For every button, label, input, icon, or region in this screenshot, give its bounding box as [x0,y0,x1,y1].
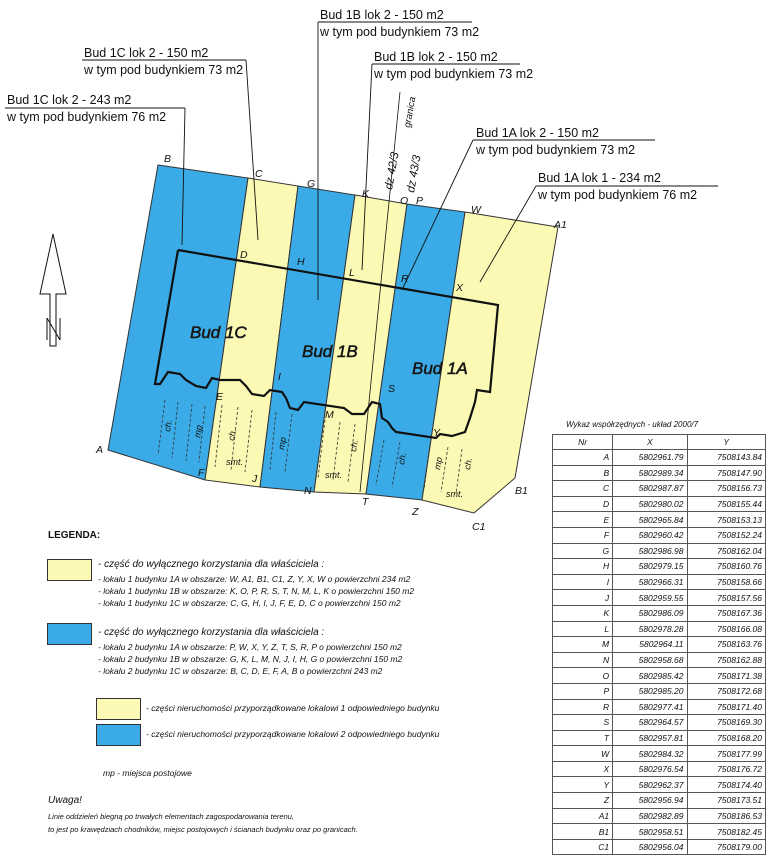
y-coordinate-cell: 7508162.88 [687,652,765,668]
y-coordinate-cell: 7508174.40 [687,777,765,793]
callout-1b-a-l2: w tym pod budynkiem 73 m2 [320,25,480,39]
point-name-cell: X [553,761,613,777]
x-coordinate-cell: 5802977.41 [613,699,687,715]
point-name-cell: H [553,559,613,575]
x-coordinate-cell: 5802978.28 [613,621,687,637]
boundary-label: granica [402,95,419,129]
point-N: N [304,485,312,497]
x-coordinate-cell: 5802958.51 [613,824,687,840]
parcel-strips [108,165,558,513]
y-coordinate-cell: 7508158.66 [687,574,765,590]
point-A1: A1 [554,219,567,231]
point-name-cell: M [553,637,613,653]
parking-mark: mp [276,436,289,451]
y-coordinate-cell: 7508177.99 [687,746,765,762]
point-M: M [325,409,334,421]
point-name-cell: N [553,652,613,668]
legend-title: LEGENDA: [48,530,101,541]
north-arrow-icon [40,234,66,346]
callout-1b-b-l2: w tym pod budynkiem 73 m2 [374,67,534,81]
table-row [553,777,766,793]
table-row [553,496,766,512]
y-coordinate-cell: 7508157.56 [687,590,765,606]
point-C1: C1 [472,521,486,533]
point-P: P [416,195,424,207]
parcel-label-43-3: dz 43/3 [405,154,424,194]
chimney-mark: ch. [226,427,239,442]
legend-part-yellow: - części nieruchomości przyporządkowane lokalowi 1 odpowiedniego budynku [146,703,440,713]
x-coordinate-cell: 5802961.79 [613,450,687,466]
table-row [553,824,766,840]
legend-yellow-head: - część do wyłącznego korzystania dla właściciela : [98,559,325,570]
x-coordinate-cell: 5802962.37 [613,777,687,793]
callout-1c-a-l2: w tym pod budynkiem 73 m2 [84,63,244,77]
table-row [553,543,766,559]
legend-blue-line-3: - lokalu 2 budynku 1C w obszarze: B, C, D, E, F, A, B o powierzchni 243 m2 [98,666,383,676]
point-F: F [198,467,205,479]
point-G: G [307,178,316,190]
x-coordinate-cell: 5802964.11 [613,637,687,653]
point-name-cell: K [553,605,613,621]
point-name-cell: O [553,668,613,684]
point-K: K [362,188,370,200]
table-row [553,793,766,809]
point-A: A [96,444,104,456]
table-row [553,839,766,855]
point-S: S [388,383,396,395]
callout-1a-a-l2: w tym pod budynkiem 73 m2 [476,143,636,157]
parking-mark: mp [192,424,205,439]
callout-1b-b-l1: Bud 1B lok 2 - 150 m2 [374,50,498,64]
point-D: D [240,249,248,261]
chimney-mark: ch. [462,456,475,471]
y-coordinate-cell: 7508155.44 [687,496,765,512]
note-title: Uwaga! [48,795,82,806]
table-header-row [553,435,766,450]
point-name-cell: W [553,746,613,762]
x-coordinate-cell: 5802979.15 [613,559,687,575]
x-coordinate-cell: 5802960.42 [613,527,687,543]
legend-blue-line-1: - lokalu 2 budynku 1A w obszarze: P, W, X, Y, Z, T, S, R, P o powierzchni 150 m2 [98,642,402,652]
x-coordinate-cell: 5802987.87 [613,481,687,497]
x-coordinate-cell: 5802957.81 [613,730,687,746]
point-B1: B1 [515,485,528,497]
x-coordinate-cell: 5802956.04 [613,839,687,855]
table-row [553,808,766,824]
point-R: R [401,273,409,285]
table-row [553,481,766,497]
callout-1c-b-l2: w tym pod budynkiem 76 m2 [7,110,167,124]
parcel-label-42-3: dz 42/3 [383,151,402,191]
table-row [553,683,766,699]
y-coordinate-cell: 7508153.13 [687,512,765,528]
x-coordinate-cell: 5802986.98 [613,543,687,559]
coordinate-rows [553,450,766,855]
point-name-cell: I [553,574,613,590]
point-name-cell: E [553,512,613,528]
table-row [553,450,766,466]
x-coordinate-cell: 5802985.20 [613,683,687,699]
chimney-mark: ch. [348,438,361,453]
table-row [553,605,766,621]
callout-1c-b-l1: Bud 1C lok 2 - 243 m2 [7,93,132,107]
x-coordinate-cell: 5802985.42 [613,668,687,684]
point-name-cell: S [553,715,613,731]
table-row [553,621,766,637]
waste-mark: smt. [226,457,243,467]
col-nr: Nr [553,435,613,450]
point-H: H [297,256,305,268]
y-coordinate-cell: 7508143.84 [687,450,765,466]
y-coordinate-cell: 7508171.40 [687,699,765,715]
point-L: L [349,267,355,279]
waste-mark: smt. [325,470,342,480]
point-B: B [164,153,172,165]
y-coordinate-cell: 7508156.73 [687,481,765,497]
y-coordinate-cell: 7508182.45 [687,824,765,840]
point-name-cell: F [553,527,613,543]
table-row [553,574,766,590]
building-label-1a: Bud 1A [412,359,468,378]
callout-1b-a-l1: Bud 1B lok 2 - 150 m2 [320,8,444,22]
table-row [553,699,766,715]
table-row [553,590,766,606]
point-O: O [400,195,409,207]
point-name-cell: J [553,590,613,606]
point-Z: Z [412,506,419,518]
legend-blue-head: - część do wyłącznego korzystania dla właściciela : [98,627,325,638]
table-row [553,527,766,543]
callout-1c-a-l1: Bud 1C lok 2 - 150 m2 [84,46,209,60]
point-name-cell: B [553,465,613,481]
x-coordinate-cell: 5802984.32 [613,746,687,762]
x-coordinate-cell: 5802959.55 [613,590,687,606]
point-T: T [362,496,369,508]
point-name-cell: A1 [553,808,613,824]
y-coordinate-cell: 7508160.76 [687,559,765,575]
point-I: I [278,371,281,383]
table-row [553,512,766,528]
legend-blue-line-2: - lokalu 2 budynku 1B w obszarze: G, K, L, M, N, J, I, H, G o powierzchni 150 m2 [98,654,403,664]
chimney-mark: ch. [162,418,175,433]
y-coordinate-cell: 7508171.38 [687,668,765,684]
y-coordinate-cell: 7508166.08 [687,621,765,637]
point-Y: Y [433,427,441,439]
y-coordinate-cell: 7508163.76 [687,637,765,653]
callout-1a-b-l2: w tym pod budynkiem 76 m2 [538,188,698,202]
table-row [553,715,766,731]
point-name-cell: C [553,481,613,497]
x-coordinate-cell: 5802989.34 [613,465,687,481]
point-name-cell: P [553,683,613,699]
building-label-1b: Bud 1B [302,342,358,361]
waste-mark: smt. [446,489,463,499]
point-C: C [255,168,263,180]
point-name-cell: Y [553,777,613,793]
y-coordinate-cell: 7508169.30 [687,715,765,731]
x-coordinate-cell: 5802956.94 [613,793,687,809]
table-row [553,559,766,575]
x-coordinate-cell: 5802958.68 [613,652,687,668]
table-row [553,637,766,653]
point-name-cell: A [553,450,613,466]
point-W: W [471,204,481,216]
legend-part-blue: - części nieruchomości przyporządkowane lokalowi 2 odpowiedniego budynku [146,729,440,739]
y-coordinate-cell: 7508152.24 [687,527,765,543]
x-coordinate-cell: 5802986.09 [613,605,687,621]
point-name-cell: G [553,543,613,559]
chimney-mark: ch. [396,451,409,466]
coordinate-title: Wykaz współrzędnych - układ 2000/7 [566,420,699,429]
point-name-cell: B1 [553,824,613,840]
y-coordinate-cell: 7508162.04 [687,543,765,559]
legend-yellow-line-1: - lokalu 1 budynku 1A w obszarze: W, A1, B1, C1, Z, Y, X, W o powierzchni 234 m2 [98,574,411,584]
x-coordinate-cell: 5802964.57 [613,715,687,731]
point-name-cell: L [553,621,613,637]
x-coordinate-cell: 5802982.89 [613,808,687,824]
table-row [553,465,766,481]
y-coordinate-cell: 7508172.68 [687,683,765,699]
point-name-cell: C1 [553,839,613,855]
legend-mp: mp - miejsca postojowe [103,768,192,778]
note-line-1: Linie oddzieleń biegną po trwałych elementach zagospodarowania terenu, [48,812,294,821]
table-row [553,746,766,762]
note-line-2: to jest po krawędziach chodników, miejsc postojowych i ścianach budynku oraz po granicach. [48,825,358,834]
coordinate-table [552,434,766,855]
col-y: Y [687,435,765,450]
parking-mark: mp [432,456,445,471]
y-coordinate-cell: 7508147.90 [687,465,765,481]
table-row [553,668,766,684]
point-X: X [456,282,464,294]
point-name-cell: T [553,730,613,746]
x-coordinate-cell: 5802980.02 [613,496,687,512]
point-E: E [216,391,224,403]
callout-1a-a-l1: Bud 1A lok 2 - 150 m2 [476,126,599,140]
point-name-cell: R [553,699,613,715]
x-coordinate-cell: 5802976.54 [613,761,687,777]
legend-yellow-line-2: - lokalu 1 budynku 1B w obszarze: K, O, P, R, S, T, N, M, L, K o powierzchni 150 m2 [98,586,415,596]
table-row [553,652,766,668]
legend-yellow-line-3: - lokalu 1 budynku 1C w obszarze: C, G, H, I, J, F, E, D, C o powierzchni 150 m2 [98,598,401,608]
y-coordinate-cell: 7508173.51 [687,793,765,809]
table-row [553,761,766,777]
y-coordinate-cell: 7508179.00 [687,839,765,855]
y-coordinate-cell: 7508176.72 [687,761,765,777]
building-label-1c: Bud 1C [190,323,247,342]
callout-1a-b-l1: Bud 1A lok 1 - 234 m2 [538,171,661,185]
y-coordinate-cell: 7508167.36 [687,605,765,621]
col-x: X [613,435,687,450]
y-coordinate-cell: 7508186.53 [687,808,765,824]
y-coordinate-cell: 7508168.20 [687,730,765,746]
table-row [553,730,766,746]
point-name-cell: D [553,496,613,512]
x-coordinate-cell: 5802966.31 [613,574,687,590]
point-name-cell: Z [553,793,613,809]
x-coordinate-cell: 5802965.84 [613,512,687,528]
point-J: J [252,473,258,485]
